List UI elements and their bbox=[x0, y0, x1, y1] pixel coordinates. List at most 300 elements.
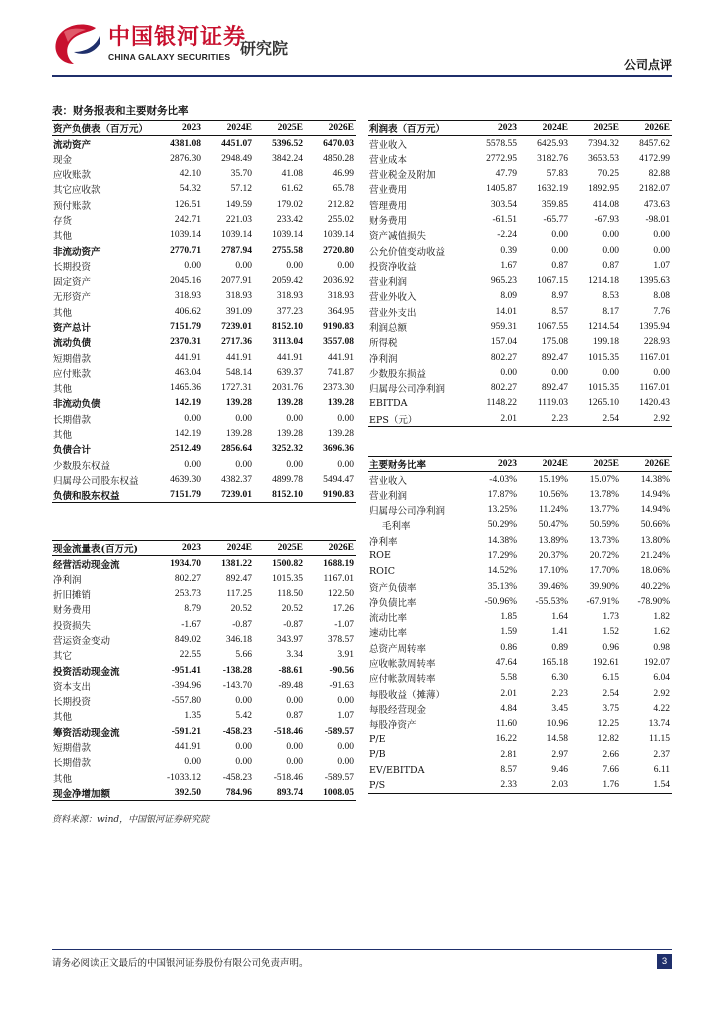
value-cell: 8152.10 bbox=[254, 488, 305, 503]
value-cell: 35.13% bbox=[487, 581, 517, 592]
table-row bbox=[368, 762, 672, 777]
value-cell: 8.97 bbox=[551, 291, 568, 302]
value-cell: 14.94% bbox=[640, 489, 670, 500]
row-label: 营业利润 bbox=[369, 277, 408, 289]
row-label: 管理费用 bbox=[369, 200, 408, 212]
year-header: 2026E bbox=[305, 541, 356, 556]
value-cell: 0.98 bbox=[653, 642, 670, 653]
value-cell: 149.59 bbox=[225, 199, 252, 210]
year-header: 2024E bbox=[519, 121, 570, 136]
value-cell: -67.93 bbox=[594, 214, 619, 225]
value-cell: 0.96 bbox=[602, 642, 619, 653]
table-row bbox=[368, 686, 672, 701]
value-cell: 1039.14 bbox=[170, 230, 201, 241]
value-cell: 5578.55 bbox=[486, 138, 517, 149]
value-cell: 5.58 bbox=[500, 673, 517, 684]
row-label: 资本支出 bbox=[53, 681, 92, 693]
table-row bbox=[368, 671, 672, 686]
value-cell: 1.07 bbox=[337, 711, 354, 722]
value-cell: 1.52 bbox=[602, 627, 619, 638]
value-cell: 2.33 bbox=[468, 778, 519, 793]
table-row bbox=[52, 258, 356, 273]
value-cell: 14.38% bbox=[640, 474, 670, 485]
year-header: 2023 bbox=[152, 121, 203, 136]
value-cell: 14.52% bbox=[487, 566, 517, 577]
table-row bbox=[52, 426, 356, 441]
value-cell: 1214.18 bbox=[588, 276, 619, 287]
value-cell: 157.04 bbox=[490, 337, 517, 348]
value-cell: 3.91 bbox=[337, 650, 354, 661]
value-cell: 359.85 bbox=[541, 199, 568, 210]
value-cell: -98.01 bbox=[645, 214, 670, 225]
row-label: 非流动资产 bbox=[53, 246, 101, 258]
value-cell: -0.87 bbox=[232, 619, 252, 630]
row-label: 固定资产 bbox=[53, 277, 92, 289]
value-cell: 4639.30 bbox=[170, 474, 201, 485]
value-cell: -589.57 bbox=[324, 726, 354, 737]
value-cell: 318.93 bbox=[327, 291, 354, 302]
row-label: 其它 bbox=[53, 651, 73, 663]
value-cell: 255.02 bbox=[327, 214, 354, 225]
value-cell: 47.79 bbox=[495, 169, 517, 180]
row-label: 营业收入 bbox=[369, 139, 408, 151]
value-cell: 4.22 bbox=[653, 703, 670, 714]
value-cell: 0.00 bbox=[286, 459, 303, 470]
value-cell: 802.27 bbox=[490, 383, 517, 394]
value-cell: 14.94% bbox=[640, 505, 670, 516]
table-row bbox=[368, 273, 672, 288]
value-cell: 2512.49 bbox=[170, 444, 201, 455]
value-cell: 21.24% bbox=[640, 550, 670, 561]
value-cell: 139.28 bbox=[276, 429, 303, 440]
table-row bbox=[52, 785, 356, 800]
value-cell: 1892.95 bbox=[588, 184, 619, 195]
table-row bbox=[368, 258, 672, 273]
row-label: 预付账款 bbox=[53, 200, 92, 212]
value-cell: 1.35 bbox=[184, 711, 201, 722]
row-label: 投资活动现金流 bbox=[53, 666, 120, 678]
report-type-label: 公司点评 bbox=[623, 58, 672, 72]
table-row bbox=[52, 488, 356, 503]
value-cell: 11.60 bbox=[495, 719, 517, 730]
value-cell: 378.57 bbox=[327, 634, 354, 645]
value-cell: 0.87 bbox=[551, 260, 568, 271]
row-label: 毛利率 bbox=[382, 521, 411, 533]
value-cell: 1214.54 bbox=[588, 322, 619, 332]
table-row bbox=[52, 663, 356, 678]
value-cell: 1167.01 bbox=[639, 352, 670, 363]
value-cell: 6425.93 bbox=[537, 138, 568, 149]
table-row bbox=[52, 571, 356, 586]
table-row bbox=[52, 648, 356, 663]
value-cell: 392.50 bbox=[152, 785, 203, 800]
value-cell: 2373.30 bbox=[323, 383, 354, 394]
value-cell: 122.50 bbox=[327, 589, 354, 600]
row-label: 现金净增加额 bbox=[52, 785, 152, 800]
table-row bbox=[368, 396, 672, 411]
value-cell: 17.29% bbox=[487, 550, 517, 561]
table-row bbox=[368, 472, 672, 487]
value-cell: 42.10 bbox=[179, 169, 201, 180]
row-label: EV/EBITDA bbox=[369, 764, 425, 776]
table-header-row bbox=[368, 457, 672, 472]
row-label: 净利润 bbox=[369, 353, 398, 365]
value-cell: 175.08 bbox=[541, 337, 568, 348]
value-cell: 46.99 bbox=[332, 169, 354, 180]
value-cell: 4899.78 bbox=[272, 474, 303, 485]
value-cell: -557.80 bbox=[171, 696, 201, 707]
row-label: 每股经营现金 bbox=[369, 704, 427, 716]
value-cell: 0.00 bbox=[235, 413, 252, 424]
value-cell: 318.93 bbox=[225, 291, 252, 302]
row-label: 应付帐款周转率 bbox=[369, 674, 436, 686]
value-cell: 39.46% bbox=[538, 581, 568, 592]
value-cell: 20.52 bbox=[281, 604, 303, 615]
value-cell: 3.34 bbox=[286, 650, 303, 661]
value-cell: 2031.76 bbox=[272, 383, 303, 394]
value-cell: 126.51 bbox=[174, 199, 201, 210]
value-cell: 13.74 bbox=[648, 719, 670, 730]
value-cell: 165.18 bbox=[541, 658, 568, 668]
value-cell: 3113.04 bbox=[272, 337, 303, 348]
row-label: 财务费用 bbox=[53, 605, 92, 617]
row-label: 负债合计 bbox=[53, 445, 92, 457]
value-cell: 0.00 bbox=[184, 413, 201, 424]
table-row bbox=[368, 166, 672, 181]
value-cell: 0.00 bbox=[286, 742, 303, 752]
value-cell: 2856.64 bbox=[221, 444, 252, 455]
value-cell: 893.74 bbox=[254, 785, 305, 800]
value-cell: -4.03% bbox=[489, 474, 517, 485]
value-cell: 6.04 bbox=[653, 673, 670, 684]
value-cell: 0.87 bbox=[602, 260, 619, 271]
table-row bbox=[368, 487, 672, 502]
value-cell: 12.82 bbox=[597, 734, 619, 745]
value-cell: 364.95 bbox=[327, 306, 354, 317]
value-cell: -50.96% bbox=[484, 596, 517, 607]
table-title-cell: 资产负债表（百万元） bbox=[52, 121, 152, 136]
value-cell: 1265.10 bbox=[588, 398, 619, 409]
value-cell: 17.87% bbox=[487, 489, 517, 500]
value-cell: 802.27 bbox=[490, 352, 517, 363]
value-cell: 0.86 bbox=[500, 642, 517, 653]
value-cell: 1395.63 bbox=[639, 276, 670, 287]
table-row bbox=[52, 602, 356, 617]
source-note: 资料来源：wind，中国银河证券研究院 bbox=[52, 815, 210, 825]
value-cell: 3182.76 bbox=[537, 153, 568, 164]
table-row bbox=[52, 770, 356, 785]
table-row bbox=[52, 273, 356, 288]
value-cell: 441.91 bbox=[276, 352, 303, 363]
value-cell: 2.54 bbox=[602, 688, 619, 699]
table-row bbox=[368, 212, 672, 227]
value-cell: 2.66 bbox=[602, 749, 619, 760]
value-cell: 0.00 bbox=[602, 230, 619, 241]
value-cell: 7394.32 bbox=[588, 138, 619, 149]
value-cell: 892.47 bbox=[541, 352, 568, 363]
value-cell: 253.73 bbox=[174, 589, 201, 600]
value-cell: 8.09 bbox=[500, 291, 517, 302]
value-cell: -951.41 bbox=[171, 665, 201, 676]
value-cell: 1148.22 bbox=[486, 398, 517, 409]
value-cell: 1.62 bbox=[653, 627, 670, 638]
table-row bbox=[368, 640, 672, 655]
table-header-row bbox=[52, 121, 356, 136]
table-row bbox=[368, 564, 672, 579]
value-cell: 8.08 bbox=[653, 291, 670, 302]
table-row bbox=[52, 243, 356, 258]
value-cell: 14.58 bbox=[546, 734, 568, 745]
value-cell: 1.64 bbox=[551, 612, 568, 623]
value-cell: 139.28 bbox=[276, 398, 303, 409]
year-header: 2024E bbox=[203, 121, 254, 136]
value-cell: 1.73 bbox=[602, 612, 619, 623]
value-cell: 139.28 bbox=[225, 398, 252, 409]
value-cell: 20.72% bbox=[589, 550, 619, 561]
value-cell: 0.00 bbox=[184, 757, 201, 768]
value-cell: 0.89 bbox=[551, 642, 568, 653]
table-row bbox=[368, 136, 672, 151]
value-cell: 2.01 bbox=[500, 688, 517, 699]
table-row bbox=[52, 709, 356, 724]
table-row bbox=[368, 594, 672, 609]
value-cell: 50.47% bbox=[538, 520, 568, 531]
value-cell: 40.22% bbox=[640, 581, 670, 592]
galaxy-logo-icon bbox=[52, 22, 104, 66]
table-row bbox=[368, 701, 672, 716]
table-row bbox=[52, 556, 356, 571]
value-cell: -518.46 bbox=[273, 772, 303, 783]
value-cell: 65.78 bbox=[332, 184, 354, 195]
value-cell: 463.04 bbox=[174, 367, 201, 378]
table-row bbox=[368, 182, 672, 197]
balance-sheet-table bbox=[52, 120, 356, 503]
value-cell: 1067.55 bbox=[537, 322, 568, 332]
value-cell: 318.93 bbox=[174, 291, 201, 302]
value-cell: 2059.42 bbox=[272, 276, 303, 287]
value-cell: 5.66 bbox=[235, 650, 252, 661]
value-cell: 0.00 bbox=[235, 757, 252, 768]
value-cell: 17.70% bbox=[589, 566, 619, 577]
value-cell: 118.50 bbox=[277, 589, 303, 600]
value-cell: 0.87 bbox=[286, 711, 303, 722]
row-label: 利润总额 bbox=[369, 323, 408, 334]
value-cell: 0.00 bbox=[235, 696, 252, 707]
row-label: 其他 bbox=[53, 773, 73, 785]
table-row bbox=[52, 212, 356, 227]
value-cell: 2.01 bbox=[468, 411, 519, 426]
row-label: 归属母公司净利润 bbox=[369, 506, 446, 518]
year-header: 2026E bbox=[621, 457, 672, 472]
value-cell: -518.46 bbox=[273, 726, 303, 737]
value-cell: 1015.35 bbox=[588, 352, 619, 363]
value-cell: 61.62 bbox=[281, 184, 303, 195]
value-cell: 1067.15 bbox=[537, 276, 568, 287]
value-cell: 0.00 bbox=[653, 367, 670, 378]
value-cell: 17.10% bbox=[538, 566, 568, 577]
row-label: 其他 bbox=[53, 712, 73, 724]
value-cell: 0.00 bbox=[337, 757, 354, 768]
table-row bbox=[368, 151, 672, 166]
value-cell: 0.00 bbox=[551, 230, 568, 241]
row-label: 财务费用 bbox=[369, 215, 408, 227]
row-label: 长期借款 bbox=[53, 758, 92, 770]
value-cell: 16.22 bbox=[495, 734, 517, 745]
row-label: 营业利润 bbox=[369, 490, 408, 502]
table-row bbox=[368, 655, 672, 670]
value-cell: 343.97 bbox=[276, 634, 303, 645]
value-cell: -1033.12 bbox=[166, 772, 201, 783]
value-cell: 70.25 bbox=[597, 169, 619, 180]
row-label: P/E bbox=[369, 733, 386, 745]
row-label: 存货 bbox=[53, 215, 73, 227]
table-row bbox=[52, 724, 356, 739]
value-cell: 1632.19 bbox=[537, 184, 568, 195]
row-label: 营运资金变动 bbox=[53, 635, 111, 647]
table-row bbox=[368, 732, 672, 747]
value-cell: 192.61 bbox=[592, 658, 619, 668]
value-cell: 13.78% bbox=[589, 489, 619, 500]
row-label: 每股净资产 bbox=[369, 720, 417, 732]
value-cell: 2.54 bbox=[570, 411, 621, 426]
value-cell: -1.67 bbox=[181, 619, 201, 630]
value-cell: 13.25% bbox=[487, 505, 517, 516]
row-label: 短期借款 bbox=[53, 743, 92, 754]
value-cell: 3252.32 bbox=[272, 444, 303, 455]
value-cell: 57.83 bbox=[546, 169, 568, 180]
value-cell: -65.77 bbox=[543, 214, 568, 225]
value-cell: 4.84 bbox=[500, 703, 517, 714]
value-cell: 0.00 bbox=[235, 260, 252, 271]
row-label: 净负债比率 bbox=[369, 597, 417, 609]
value-cell: 4850.28 bbox=[323, 153, 354, 164]
table-row bbox=[52, 411, 356, 426]
value-cell: 1688.19 bbox=[323, 558, 354, 569]
row-label: 应收帐款周转率 bbox=[369, 659, 436, 670]
value-cell: 0.00 bbox=[286, 696, 303, 707]
row-label: 营业收入 bbox=[369, 475, 408, 487]
value-cell: 1381.22 bbox=[221, 558, 252, 569]
value-cell: 1500.82 bbox=[272, 558, 303, 569]
value-cell: 11.15 bbox=[648, 734, 670, 745]
table-header-row bbox=[368, 121, 672, 136]
brand-name-en: CHINA GALAXY SECURITIES bbox=[108, 52, 231, 62]
table-row bbox=[52, 396, 356, 411]
row-label: 营业外收入 bbox=[369, 292, 417, 304]
brand-name-cn: 中国银河证券 bbox=[108, 25, 247, 50]
value-cell: 2182.07 bbox=[639, 184, 670, 195]
value-cell: 13.89% bbox=[538, 535, 568, 546]
value-cell: 1.67 bbox=[500, 260, 517, 271]
value-cell: 3696.36 bbox=[323, 444, 354, 455]
value-cell: -90.56 bbox=[329, 665, 354, 676]
table-row bbox=[368, 625, 672, 640]
value-cell: 1167.01 bbox=[323, 573, 354, 584]
value-cell: 15.19% bbox=[538, 474, 568, 485]
row-label: 筹资活动现金流 bbox=[53, 727, 120, 739]
value-cell: 1015.35 bbox=[588, 383, 619, 394]
value-cell: 233.42 bbox=[276, 214, 303, 225]
value-cell: 4172.99 bbox=[639, 153, 670, 164]
table-row bbox=[368, 502, 672, 517]
table-row bbox=[52, 442, 356, 457]
table-row bbox=[52, 586, 356, 601]
value-cell: 1.76 bbox=[570, 778, 621, 793]
footer-divider bbox=[52, 949, 672, 950]
row-label: 其他 bbox=[53, 430, 73, 442]
row-label: 其他 bbox=[53, 231, 73, 243]
value-cell: 1395.94 bbox=[639, 322, 670, 332]
value-cell: 9.46 bbox=[551, 765, 568, 776]
value-cell: -458.23 bbox=[222, 772, 252, 783]
table-row bbox=[52, 197, 356, 212]
table-row bbox=[368, 518, 672, 533]
row-label: 净利率 bbox=[369, 536, 398, 548]
value-cell: 1015.35 bbox=[272, 573, 303, 584]
table-row bbox=[52, 289, 356, 304]
table-row bbox=[368, 228, 672, 243]
value-cell: 2772.95 bbox=[486, 153, 517, 164]
value-cell: 303.54 bbox=[490, 199, 517, 210]
table-row bbox=[368, 533, 672, 548]
value-cell: 473.63 bbox=[643, 199, 670, 210]
table-row bbox=[52, 755, 356, 770]
row-label: 负债和股东权益 bbox=[52, 488, 152, 503]
value-cell: 13.80% bbox=[640, 535, 670, 546]
value-cell: 20.37% bbox=[538, 550, 568, 561]
year-header: 2023 bbox=[468, 457, 519, 472]
table-row bbox=[368, 579, 672, 594]
row-label: 短期借款 bbox=[53, 353, 92, 365]
value-cell: 10.96 bbox=[546, 719, 568, 730]
value-cell: 212.82 bbox=[327, 199, 354, 210]
value-cell: 7.66 bbox=[602, 765, 619, 776]
value-cell: 1008.05 bbox=[305, 785, 356, 800]
table-row bbox=[368, 609, 672, 624]
value-cell: 0.00 bbox=[500, 367, 517, 378]
year-header: 2024E bbox=[203, 541, 254, 556]
row-label: 所得税 bbox=[369, 338, 398, 350]
row-label: 经营活动现金流 bbox=[53, 559, 120, 571]
value-cell: 3.75 bbox=[602, 703, 619, 714]
value-cell: 414.08 bbox=[592, 199, 619, 210]
value-cell: 3842.24 bbox=[272, 153, 303, 164]
row-label: 投资净收益 bbox=[369, 261, 417, 273]
row-label: 其他 bbox=[53, 384, 73, 396]
value-cell: 13.73% bbox=[589, 535, 619, 546]
table-row bbox=[52, 678, 356, 693]
year-header: 2025E bbox=[570, 121, 621, 136]
value-cell: 2948.49 bbox=[221, 153, 252, 164]
table-row bbox=[52, 166, 356, 181]
value-cell: -61.51 bbox=[492, 214, 517, 225]
table-row bbox=[368, 197, 672, 212]
value-cell: 1405.87 bbox=[486, 184, 517, 195]
value-cell: 2077.91 bbox=[221, 276, 252, 287]
row-label: 速动比率 bbox=[369, 628, 408, 640]
row-label: 营业费用 bbox=[369, 185, 408, 197]
table-row bbox=[52, 632, 356, 647]
value-cell: -138.28 bbox=[222, 665, 252, 676]
row-label: 少数股东权益 bbox=[53, 460, 111, 472]
value-cell: 0.00 bbox=[653, 245, 670, 256]
value-cell: 12.25 bbox=[597, 719, 619, 730]
income-statement-table bbox=[368, 120, 672, 427]
value-cell: 50.66% bbox=[640, 520, 670, 531]
value-cell: 17.26 bbox=[332, 604, 354, 615]
value-cell: 5.42 bbox=[235, 711, 252, 722]
value-cell: 4381.08 bbox=[170, 138, 201, 149]
